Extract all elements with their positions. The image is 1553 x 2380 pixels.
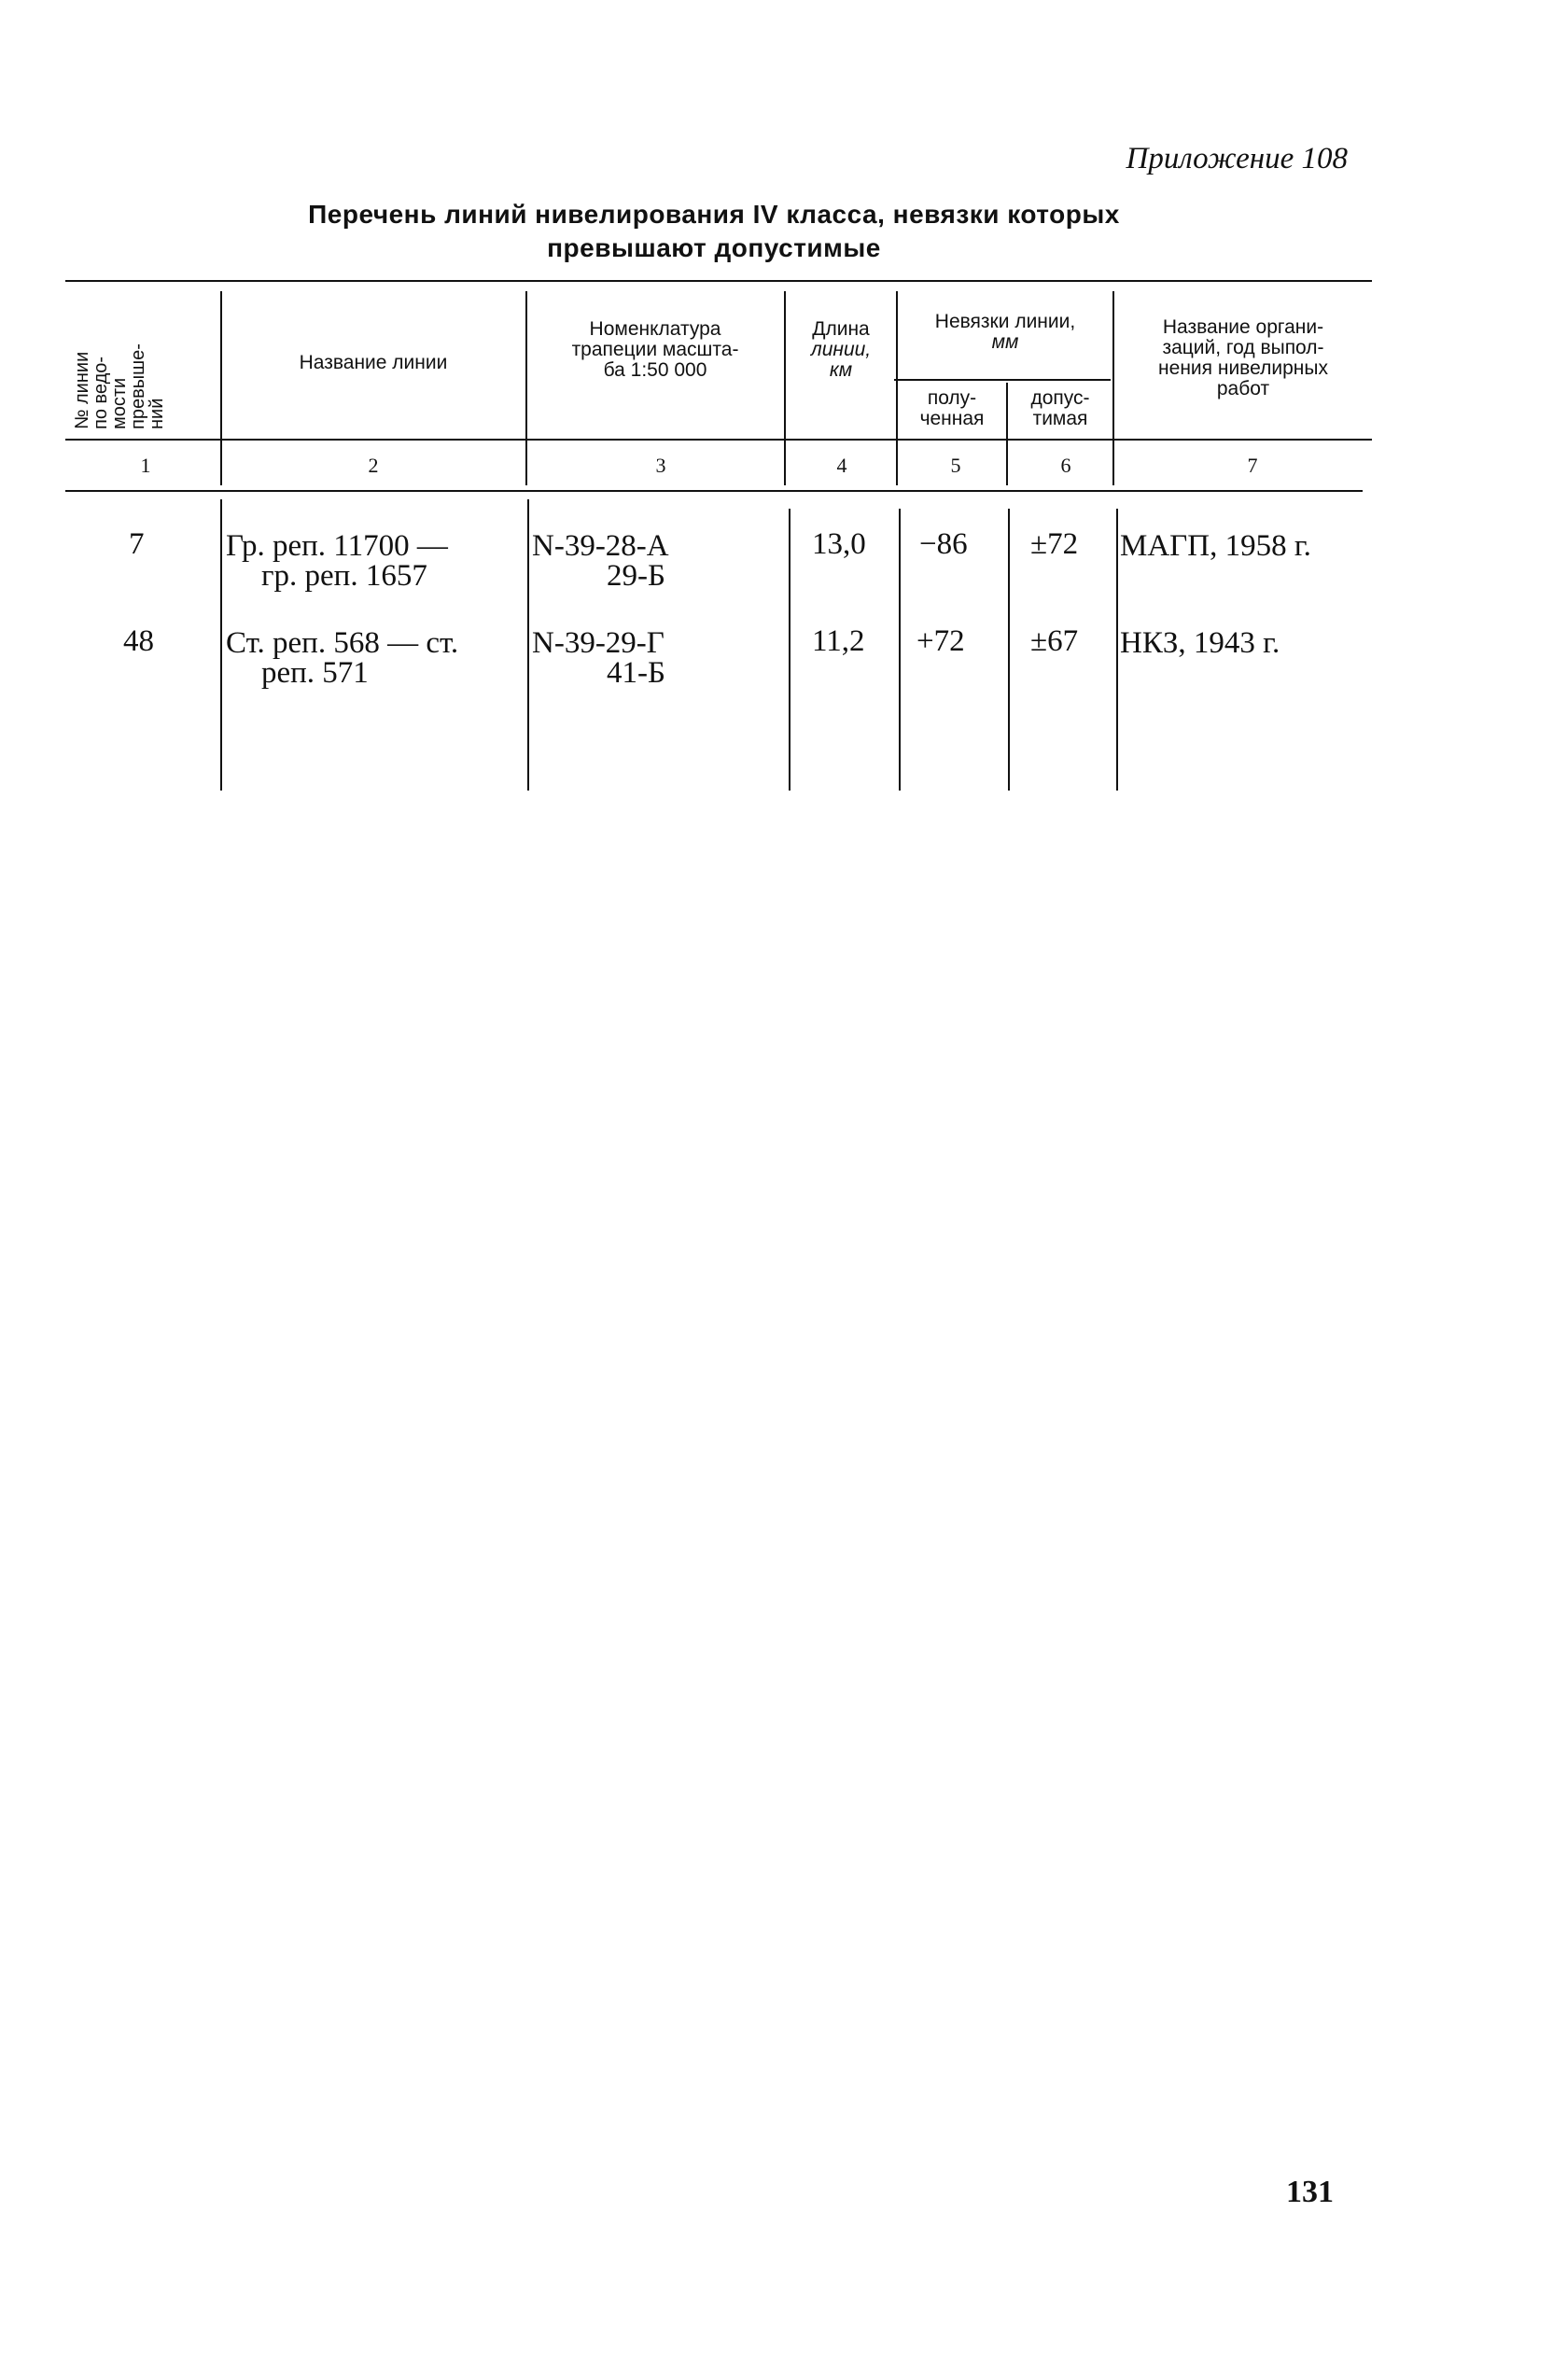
misclosure-allowed: ±67 [1030,624,1079,658]
header-col2: Название линии [299,352,448,373]
header-col1-line3: мости [109,377,130,429]
organization-year: НКЗ, 1943 г. [1120,626,1280,660]
line-name [226,625,458,691]
v-divider-2 [525,291,527,485]
header-group-misclosure [898,312,1112,353]
nomenclature-part1: N-39-28-А [532,529,669,563]
header-col5-line2: ченная [919,408,985,429]
line-name [226,528,448,594]
header-col6-line1: допус- [1030,387,1090,409]
header-col4 [787,319,895,381]
nomenclature [532,528,775,594]
header-col5 [898,388,1006,429]
line-length: 13,0 [812,527,866,561]
header-col1 [73,297,222,429]
header-col7 [1116,317,1370,399]
header-col1-line2: по ведо- [91,356,111,429]
row-number: 7 [129,527,145,561]
column-number-3: 3 [655,454,666,477]
body-divider-6 [1116,509,1118,791]
line-name-part2: реп. 571 [261,656,369,690]
page-number: 131 [1286,2175,1334,2209]
body-divider-3 [789,509,790,791]
column-number-4: 4 [836,454,847,477]
header-col7-line3: нения нивелирных [1158,357,1328,379]
nomenclature-part1: N-39-29-Г [532,626,665,660]
nomenclature [532,625,775,691]
nomenclature-part2: 41-Б [607,656,665,690]
misclosure-obtained: +72 [916,624,965,658]
column-number-5: 5 [950,454,961,477]
line-length: 11,2 [812,624,865,658]
table-top-rule [65,280,1372,282]
v-divider-3 [784,291,786,485]
body-divider-5 [1008,509,1010,791]
header-col3-line1: Номенклатура [589,318,721,340]
header-col5-line1: полу- [927,387,977,409]
misclosure-obtained: −86 [919,527,968,561]
header-col7-line2: заций, год выпол- [1162,337,1324,358]
header-col1-line5: ний [147,398,167,429]
numbers-bottom-rule [65,490,1363,492]
header-bottom-rule [65,439,1372,441]
nomenclature-part2: 29-Б [607,559,665,593]
header-col6-line2: тимая [1032,408,1088,429]
row-number: 48 [123,624,154,658]
header-col6 [1008,388,1112,429]
title-line-1: Перечень линий нивелирования IV класса, невязки которых [308,200,1120,229]
body-divider-4 [899,509,901,791]
appendix-label: Приложение 108 [1126,142,1348,175]
column-number-7: 7 [1247,454,1258,477]
body-divider-2 [527,499,529,791]
document-title [215,198,1213,265]
misclosure-allowed: ±72 [1030,527,1079,561]
line-name-part2: гр. реп. 1657 [261,559,427,593]
column-number-2: 2 [368,454,379,477]
line-name-part1: Ст. реп. 568 — ст. [226,626,459,660]
header-group-line2: мм [991,331,1019,353]
header-col7-line4: работ [1216,378,1270,399]
header-col3-line3: ба 1:50 000 [603,359,707,381]
organization-year: МАГП, 1958 г. [1120,529,1311,563]
header-col4-line3: км [829,359,853,381]
v-divider-6 [1112,291,1114,485]
column-number-1: 1 [140,454,151,477]
header-col1-line1: № линии [72,351,92,429]
line-name-part1: Гр. реп. 11700 — [226,529,448,563]
header-col3 [528,319,782,381]
body-divider-1 [220,499,222,791]
title-line-2: превышают допустимые [547,233,881,262]
header-col1-line4: превыше- [128,343,148,429]
column-number-6: 6 [1060,454,1071,477]
header-col4-line2: линии, [810,339,872,360]
header-group-line1: Невязки линии, [934,311,1076,332]
group-divider-rule [894,379,1111,381]
header-col3-line2: трапеции масшта- [571,339,739,360]
header-col4-line1: Длина [812,318,870,340]
header-col7-line1: Название органи- [1162,316,1324,338]
